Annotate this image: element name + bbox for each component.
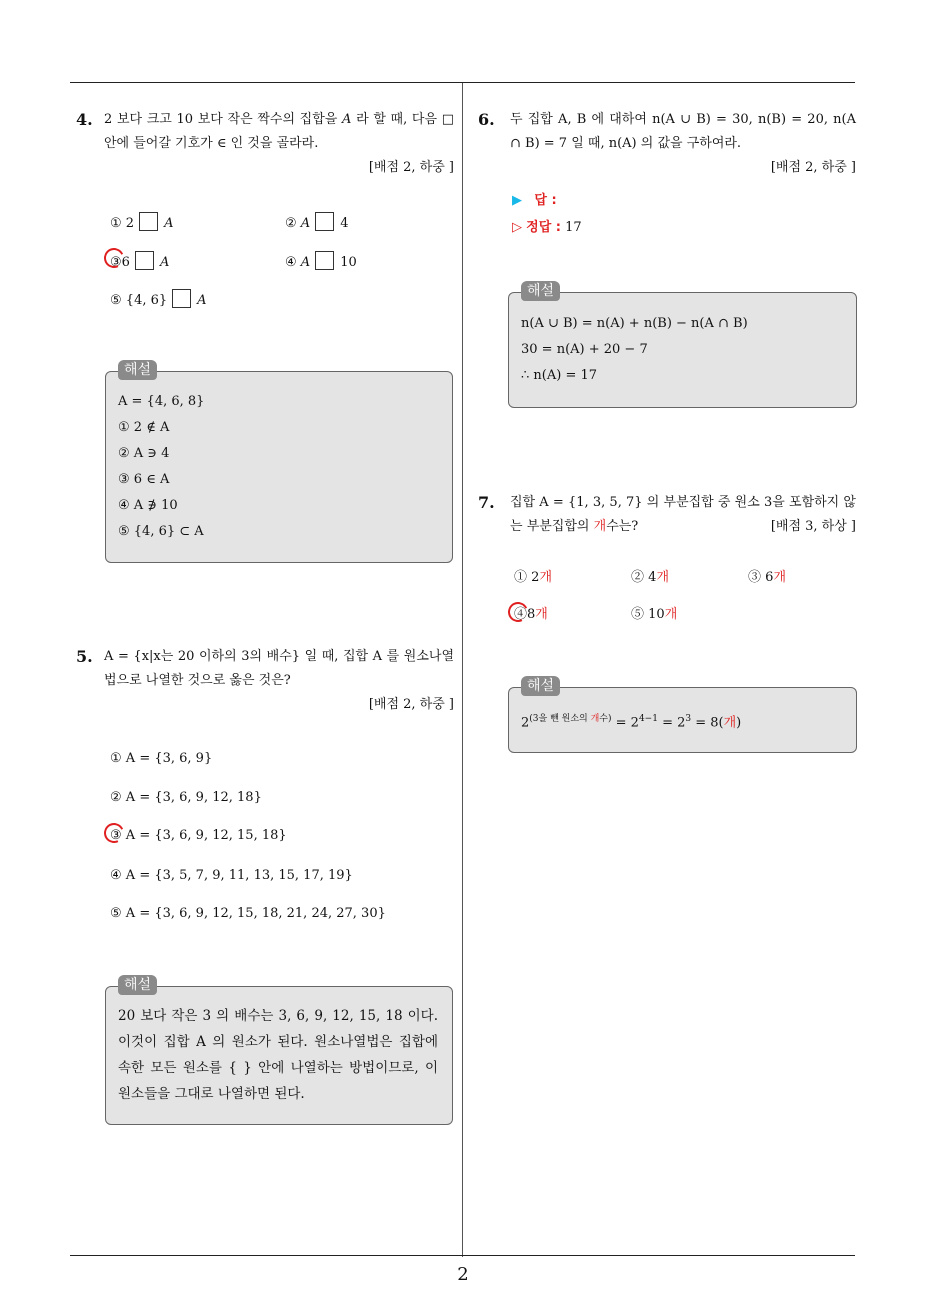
q7-option-3[interactable]: ③ 6개 [748, 570, 786, 585]
stem-text: 2 보다 크고 10 보다 작은 짝수의 집합을 [104, 112, 343, 127]
solution-tag: 해설 [521, 676, 560, 696]
q6-solution-box [508, 283, 857, 408]
score-label: [배점 2, 하중 ] [368, 697, 454, 712]
blank-box [135, 251, 154, 270]
question-stem: 두 집합 A, B 에 대하여 n(A ∪ B) = 30, n(B) = 20, n(A ∩ B) = 7 일 때, n(A) 의 값을 구하여라. [510, 112, 856, 151]
answer-label: 답 : [534, 193, 557, 208]
q4-option-4[interactable]: ④ A 10 [285, 251, 357, 273]
stem-text: 집합 A = {1, 3, 5, 7} 의 부분집합 중 원소 3을 포함하지 않는 부분집합의 [510, 495, 856, 534]
blank-box [315, 251, 334, 270]
blank-box [139, 212, 158, 231]
q4-option-1[interactable]: ① 2 A [110, 212, 173, 234]
blank-box [315, 212, 334, 231]
score-label: [배점 2, 하중 ] [368, 160, 454, 175]
q7-option-1[interactable]: ① 2개 [514, 570, 552, 585]
q4-option-2[interactable]: ② A 4 [285, 212, 348, 234]
question-number: 4. [76, 110, 93, 129]
q7-option-4[interactable]: ④8개 [514, 605, 548, 625]
solution-lines [118, 389, 440, 545]
q4-option-3[interactable]: ③6 A [110, 251, 169, 273]
correct-value: 17 [565, 220, 582, 235]
question-number: 7. [478, 493, 495, 512]
q7-solution-box [508, 678, 857, 753]
q5-option-3[interactable]: ③ A = {3, 6, 9, 12, 15, 18} [110, 826, 287, 846]
q4-solution-box [105, 362, 453, 563]
solution-line: ④ A ∌ 10 [118, 498, 178, 513]
solution-line: A = {4, 6, 8} [118, 394, 205, 409]
column-divider [462, 83, 463, 1257]
q4-option-5[interactable]: ⑤ {4, 6} A [110, 289, 207, 311]
solution-line: n(A ∪ B) = n(A) + n(B) − n(A ∩ B) [521, 316, 748, 331]
stem-text: 라 할 때, 다음 □ 안에 들어갈 기호가 ∈ 인 것을 골라라. [104, 112, 454, 151]
solution-tag: 해설 [118, 975, 157, 995]
solution-formula: $2^{(3을 뺀 원소의 개수)} = 2^{4-1} = 2^3 = 8$(개) [521, 714, 742, 731]
question-5 [76, 645, 454, 717]
answer-circle-icon [101, 820, 127, 846]
q6-answer-line[interactable] [512, 190, 557, 212]
solution-tag: 해설 [521, 281, 560, 301]
stem-text: 수는? [606, 519, 639, 534]
q5-option-4[interactable]: ④ A = {3, 5, 7, 9, 11, 13, 15, 17, 19} [110, 868, 353, 883]
q5-solution-box [105, 977, 453, 1125]
question-stem: A = {x|x는 20 이하의 3의 배수} 일 때, 집합 A 를 원소나열법으로 나열한 것으로 옳은 것은? [104, 649, 454, 688]
question-stem [510, 491, 856, 539]
outline-arrow-icon: ▷ [512, 220, 522, 235]
solution-text: 20 보다 작은 3 의 배수는 3, 6, 9, 12, 15, 18 이다. 이것이 집합 A 의 원소가 된다. 원소나열법은 집합에 속한 모든 원소를 { } 안에 나열하는 방법이므로, 이 원소들을 그대로 나열하면 된다. [118, 1008, 438, 1102]
solution-line: ③ 6 ∈ A [118, 472, 170, 487]
solution-tag: 해설 [118, 360, 157, 380]
correct-label: 정답 : [526, 220, 561, 235]
stem-variable: A [342, 112, 352, 127]
question-stem [104, 108, 454, 156]
question-7 [478, 491, 856, 539]
solution-line: ⑤ {4, 6} ⊂ A [118, 524, 204, 539]
q7-option-5[interactable]: ⑤ 10개 [631, 607, 678, 622]
q7-option-2[interactable]: ② 4개 [631, 570, 669, 585]
solution-line: 30 = n(A) + 20 − 7 [521, 342, 648, 357]
question-number: 5. [76, 647, 93, 666]
q5-option-1[interactable]: ① A = {3, 6, 9} [110, 751, 213, 766]
q5-option-5[interactable]: ⑤ A = {3, 6, 9, 12, 15, 18, 21, 24, 27, 30} [110, 906, 386, 921]
solution-lines [521, 311, 844, 389]
question-6 [478, 108, 856, 180]
bottom-rule [70, 1255, 855, 1256]
score-label: [배점 3, 하상 ] [770, 519, 856, 534]
score-label: [배점 2, 하중 ] [770, 160, 856, 175]
question-number: 6. [478, 110, 495, 129]
solution-line: ∴ n(A) = 17 [521, 368, 598, 383]
solution-line: ② A ∋ 4 [118, 446, 170, 461]
q5-option-2[interactable]: ② A = {3, 6, 9, 12, 18} [110, 790, 262, 805]
solution-line: ① 2 ∉ A [118, 420, 170, 435]
blank-box [172, 289, 191, 308]
page-number: 2 [457, 1264, 469, 1285]
question-4 [76, 108, 454, 180]
stem-highlight: 개 [593, 519, 607, 534]
q6-correct-answer [512, 217, 582, 239]
play-arrow-icon: ▶ [512, 193, 522, 208]
